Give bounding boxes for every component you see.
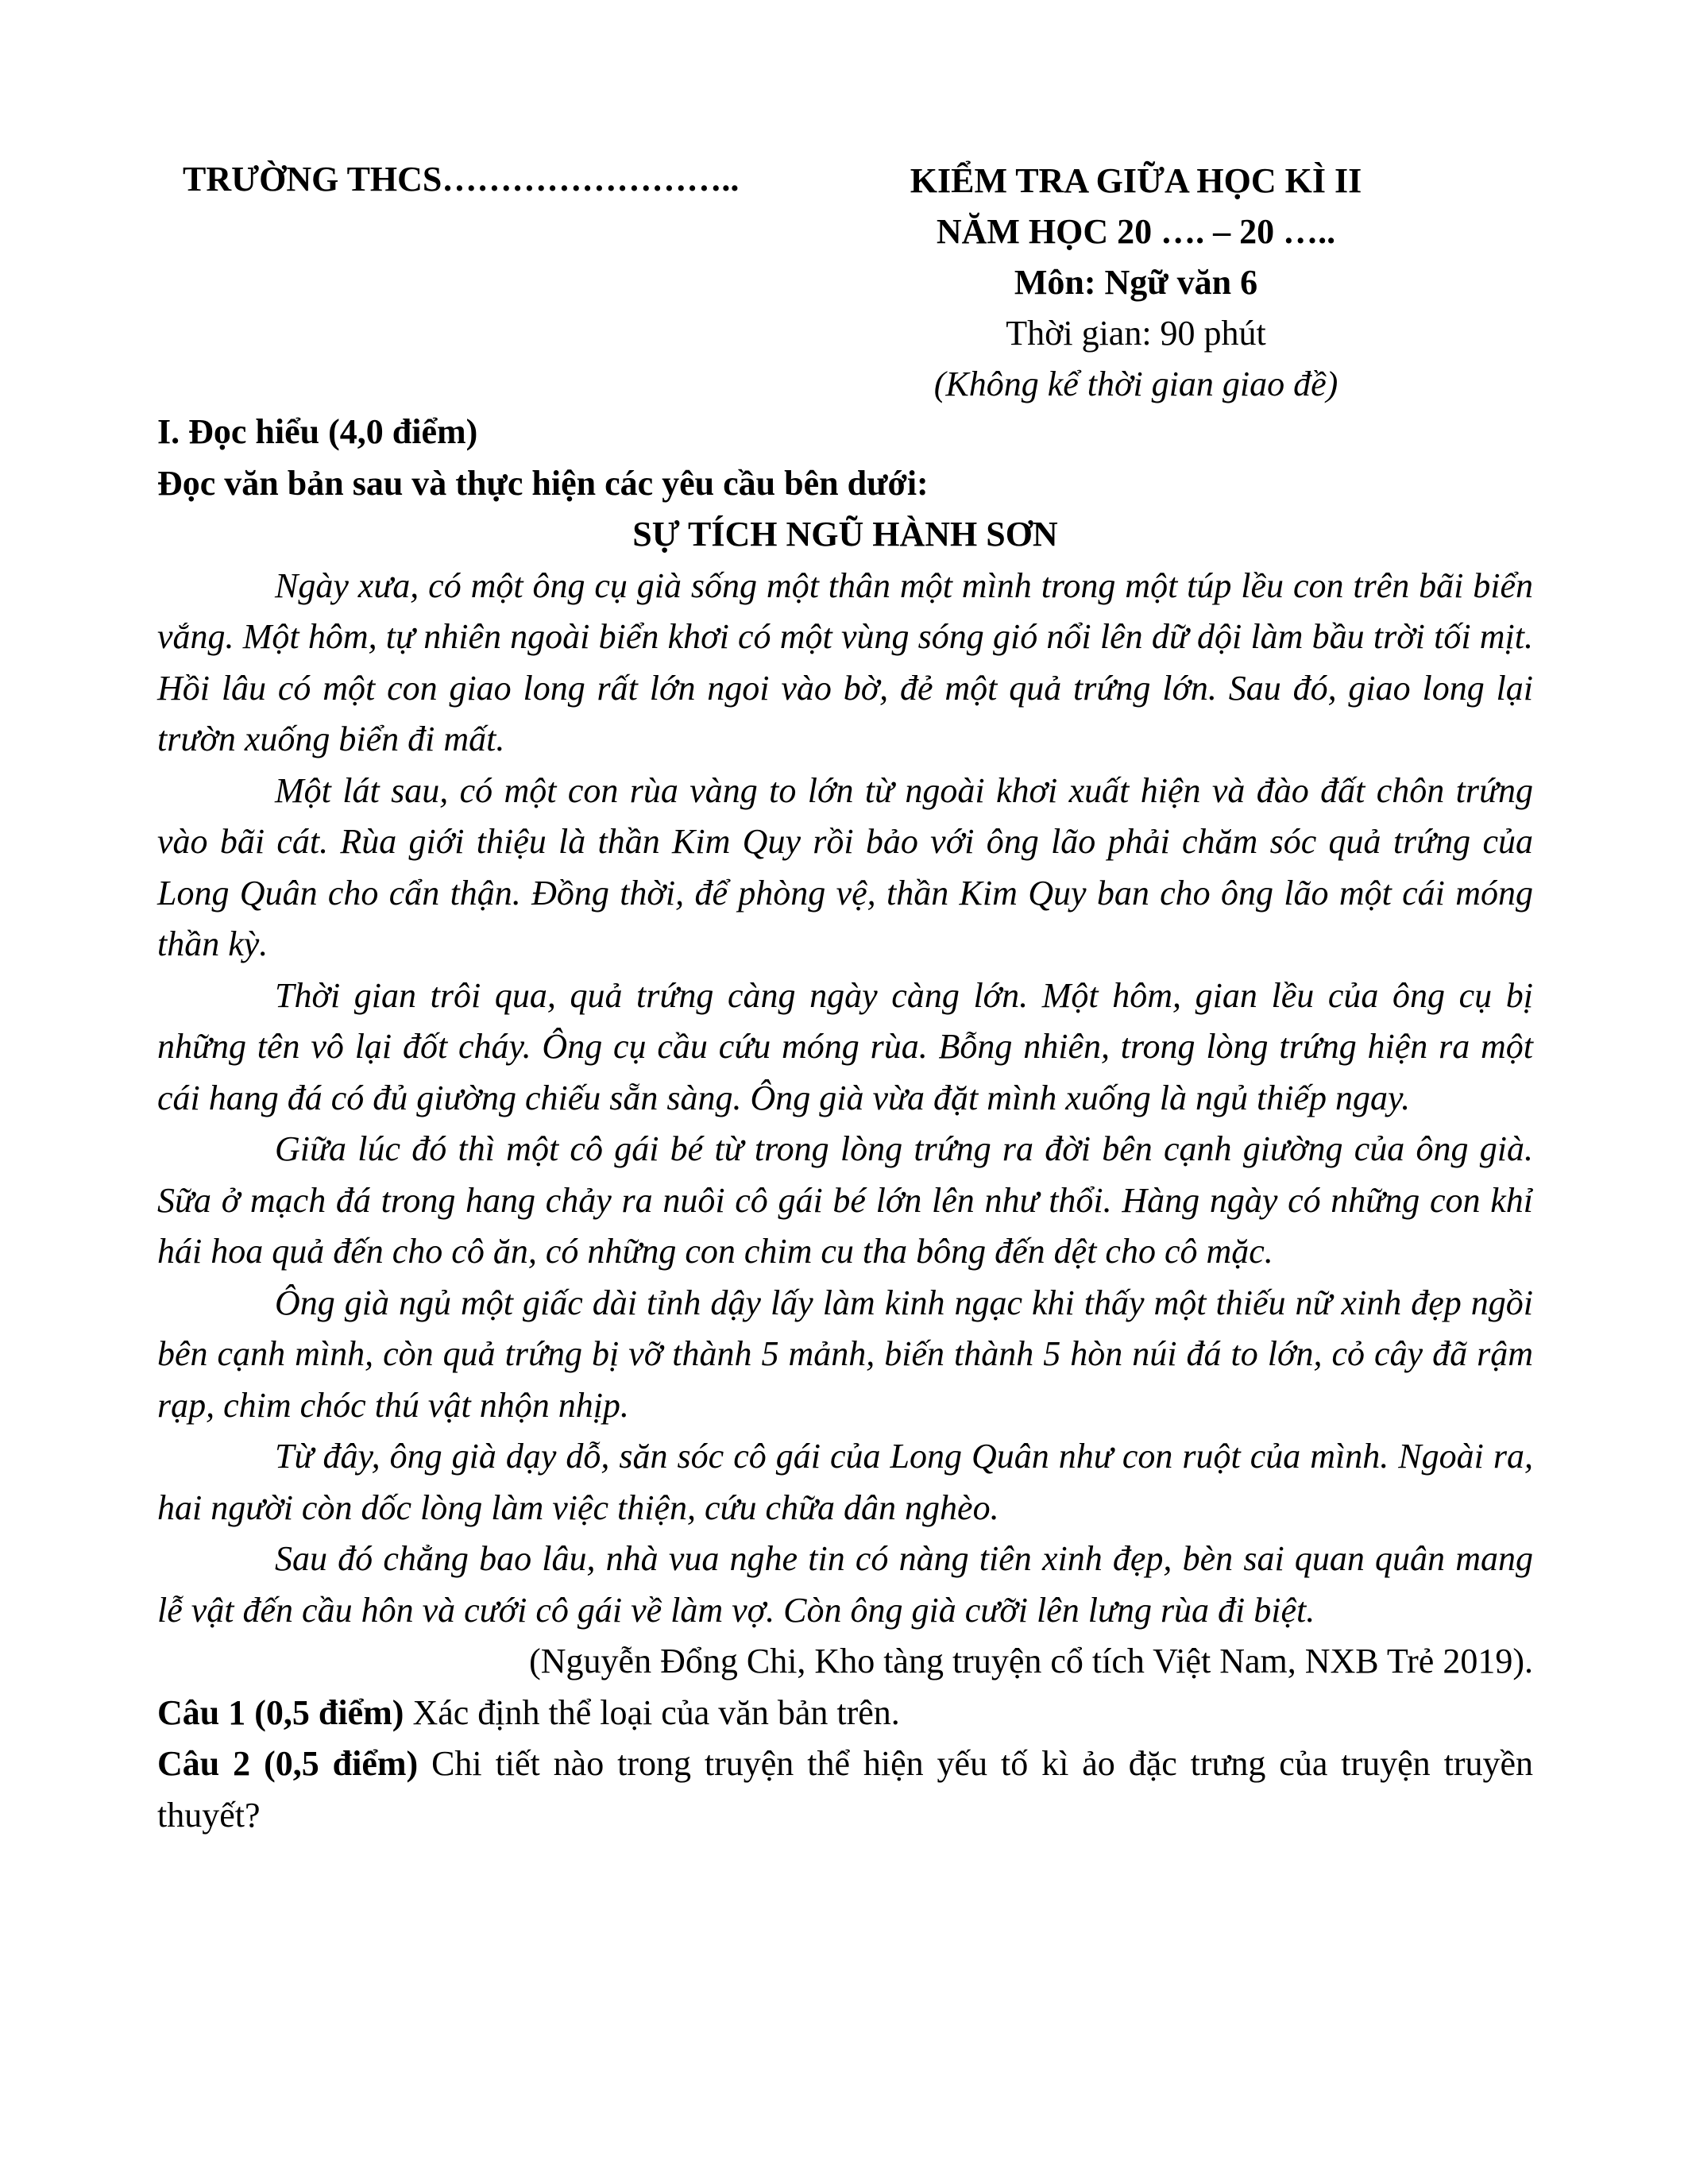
school-name: TRƯỜNG THCS……………………..: [183, 160, 740, 199]
section-title: I. Đọc hiểu (4,0 điểm): [157, 412, 478, 451]
exam-body: [157, 407, 1533, 1841]
story-title: SỰ TÍCH NGŨ HÀNH SƠN: [632, 515, 1058, 554]
question-2: [157, 1738, 1533, 1841]
question-text: Chi tiết nào trong truyện thể hiện yếu tố kì ảo đặc trưng của truyện truyền thuyết?: [157, 1744, 1533, 1835]
story-paragraph: Một lát sau, có một con rùa vàng to lớn từ ngoài khơi xuất hiện và đào đất chôn trứng vào bãi cát. Rùa giới thiệu là thần Kim Quy rồi bảo với ông lão phải chăm sóc quả trứng của Long Quân cho cẩn thận. Đồng thời, để phòng vệ, thần Kim Quy ban cho ông lão một cái móng thần kỳ.: [157, 770, 1533, 963]
story-paragraph: Giữa lúc đó thì một cô gái bé từ trong lòng trứng ra đời bên cạnh giường của ông già. Sữa ở mạch đá trong hang chảy ra nuôi cô gái bé lớn lên như thổi. Hàng ngày có những con khỉ hái hoa quả đến cho cô ăn, có những con chim cu tha bông đến dệt cho cô mặc.: [157, 1129, 1533, 1271]
question-1: [157, 1688, 1533, 1739]
story-paragraph: Ông già ngủ một giấc dài tỉnh dậy lấy làm kinh ngạc khi thấy một thiếu nữ xinh đẹp ngồi bên cạnh mình, còn quả trứng bị vỡ thành 5 mảnh, biến thành 5 hòn núi đá to lớn, cỏ cây đã rậm rạp, chim chóc thú vật nhộn nhịp.: [157, 1283, 1533, 1425]
duration-note: (Không kể thời gian giao đề): [933, 365, 1338, 403]
school-year: NĂM HỌC 20 …. – 20 …..: [936, 212, 1336, 251]
duration: Thời gian: 90 phút: [1006, 314, 1266, 353]
story-paragraph: Thời gian trôi qua, quả trứng càng ngày càng lớn. Một hôm, gian lều của ông cụ bị những tên vô lại đốt cháy. Ông cụ cầu cứu móng rùa. Bỗng nhiên, trong lòng trứng hiện ra một cái hang đá có đủ giường chiếu sẵn sàng. Ông già vừa đặt mình xuống là ngủ thiếp ngay.: [157, 975, 1533, 1117]
story-source: (Nguyễn Đổng Chi, Kho tàng truyện cổ tích Việt Nam, NXB Trẻ 2019).: [529, 1642, 1533, 1680]
story-paragraph: Sau đó chẳng bao lâu, nhà vua nghe tin có nàng tiên xinh đẹp, bèn sai quan quân mang lễ vật đến cầu hôn và cưới cô gái về làm vợ. Còn ông già cưỡi lên lưng rùa đi biệt.: [157, 1539, 1533, 1630]
question-label: Câu 1 (0,5 điểm): [157, 1692, 404, 1732]
story-paragraph: Ngày xưa, có một ông cụ già sống một thân một mình trong một túp lều con trên bãi biển vắng. Một hôm, tự nhiên ngoài biển khơi có một vùng sóng gió nổi lên dữ dội làm bầu trời tối mịt. Hồi lâu có một con giao long rất lớn ngoi vào bờ, đẻ một quả trứng lớn. Sau đó, giao long lại trườn xuống biển đi mất.: [157, 565, 1533, 758]
subject: Môn: Ngữ văn 6: [1014, 263, 1258, 302]
question-label: Câu 2 (0,5 điểm): [157, 1744, 419, 1783]
section-instruction: Đọc văn bản sau và thực hiện các yêu cầu bên dưới:: [157, 463, 929, 503]
question-text: Xác định thể loại của văn bản trên.: [404, 1692, 900, 1732]
exam-title: KIỂM TRA GIỮA HỌC KÌ II: [910, 161, 1362, 200]
exam-header: [866, 156, 1406, 410]
story-paragraph: Từ đây, ông già dạy dỗ, săn sóc cô gái của Long Quân như con ruột của mình. Ngoài ra, hai người còn dốc lòng làm việc thiện, cứu chữa dân nghèo.: [157, 1437, 1533, 1527]
